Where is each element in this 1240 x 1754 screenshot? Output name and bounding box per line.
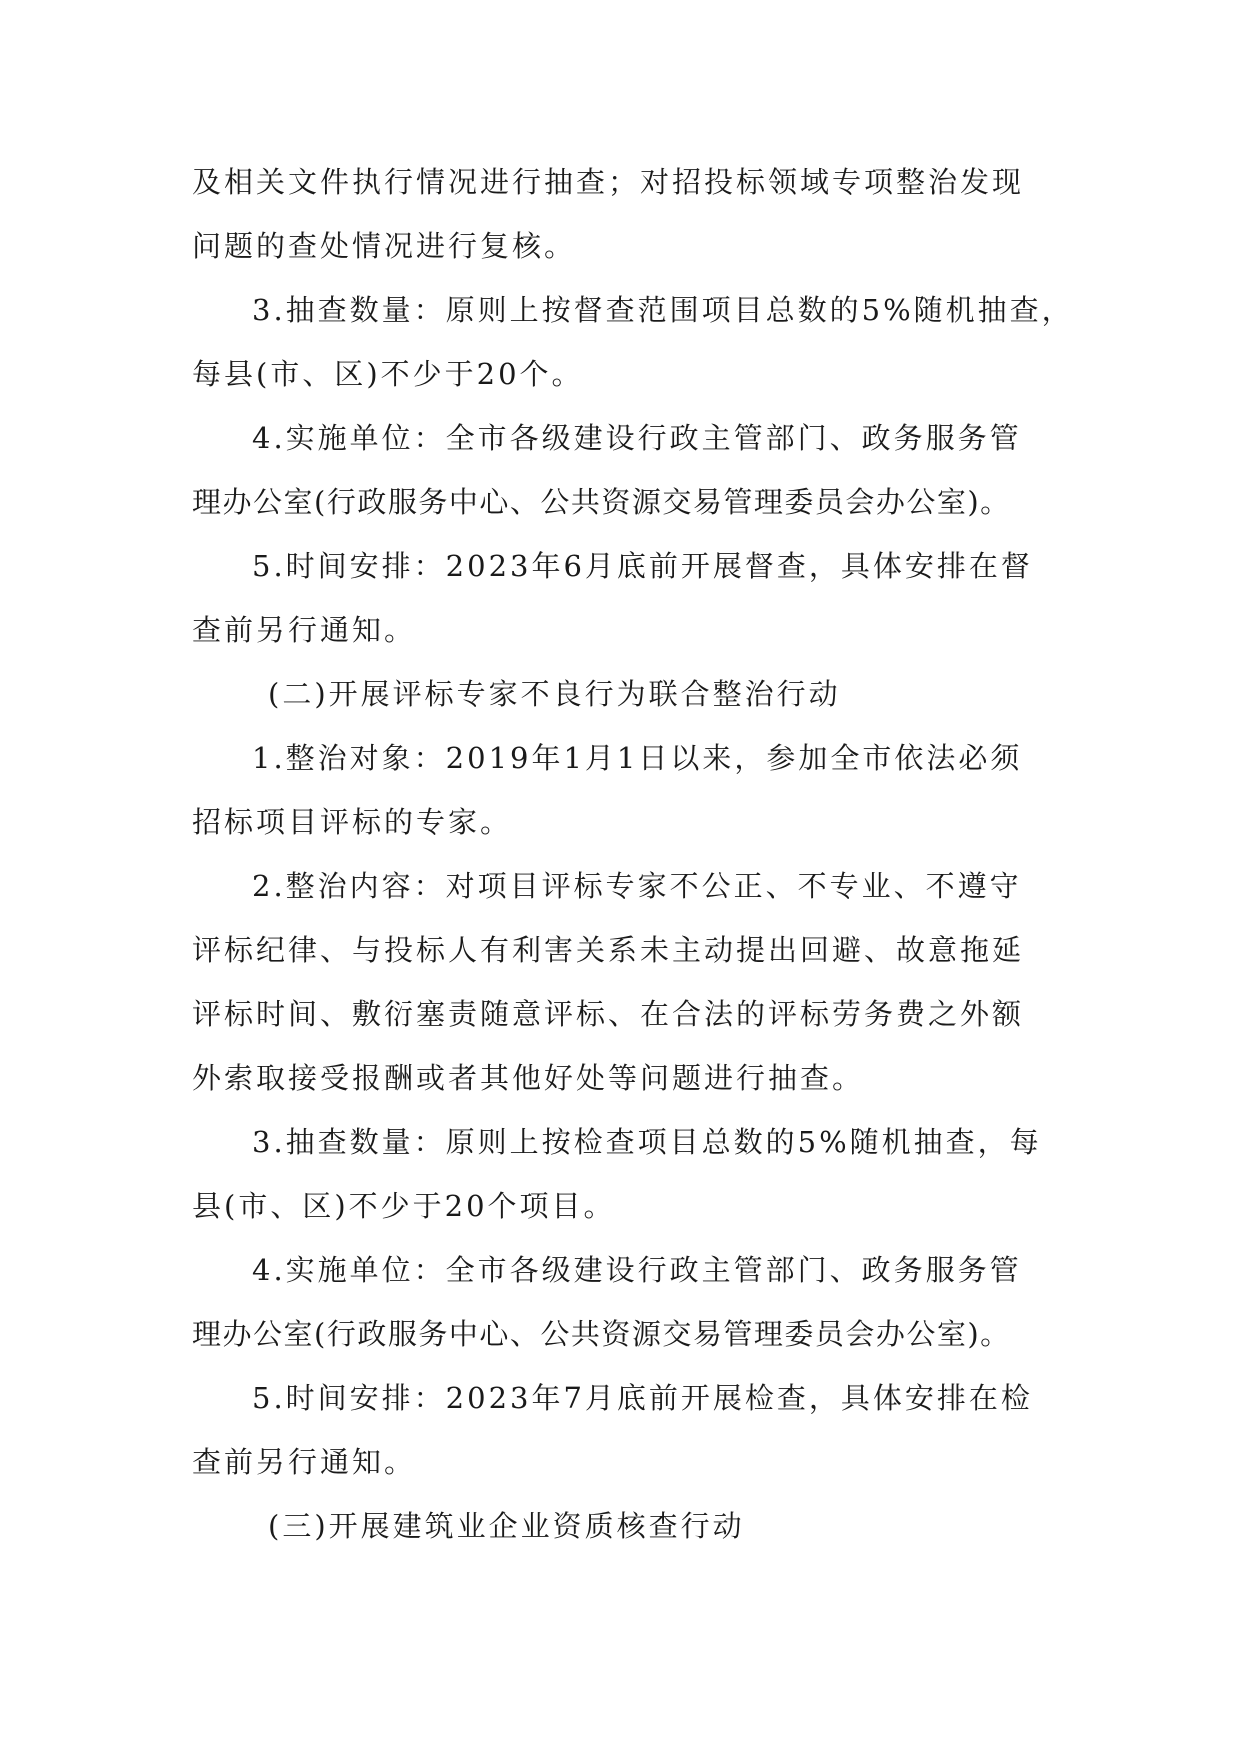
list-item-text: 3.抽查数量：原则上按督查范围项目总数的5%随机抽查， xyxy=(252,293,1074,327)
body-text-line: 每县(市、区)不少于20个。 xyxy=(192,357,584,391)
body-text-line: 理办公室(行政服务中心、公共资源交易管理委员会办公室)。 xyxy=(192,485,1011,519)
body-text-line: 招标项目评标的专家。 xyxy=(192,805,513,839)
list-item-text: 4.实施单位：全市各级建设行政主管部门、政务服务管 xyxy=(252,421,1022,455)
list-item-text: 5.时间安排：2023年6月底前开展督查，具体安排在督 xyxy=(252,549,1033,583)
body-text-line: 评标时间、敷衍塞责随意评标、在合法的评标劳务费之外额 xyxy=(192,997,1025,1031)
body-text-line: 县(市、区)不少于20个项目。 xyxy=(192,1189,616,1223)
body-text-line: 外索取接受报酬或者其他好处等问题进行抽查。 xyxy=(192,1061,865,1095)
list-item-text: 1.整治对象：2019年1月1日以来，参加全市依法必须 xyxy=(252,741,1023,775)
body-text-line: 及相关文件执行情况进行抽查；对招投标领域专项整治发现 xyxy=(192,165,1025,199)
body-text-line: 问题的查处情况进行复核。 xyxy=(192,229,577,263)
list-item-text: 4.实施单位：全市各级建设行政主管部门、政务服务管 xyxy=(252,1253,1022,1287)
section-heading: (三)开展建筑业企业资质核查行动 xyxy=(268,1509,745,1543)
list-item-text: 2.整治内容：对项目评标专家不公正、不专业、不遵守 xyxy=(252,869,1022,903)
body-text-line: 查前另行通知。 xyxy=(192,1445,417,1479)
body-text-line: 评标纪律、与投标人有利害关系未主动提出回避、故意拖延 xyxy=(192,933,1025,967)
list-item-text: 3.抽查数量：原则上按检查项目总数的5%随机抽查，每 xyxy=(252,1125,1042,1159)
body-text-line: 查前另行通知。 xyxy=(192,613,417,647)
body-text-line: 理办公室(行政服务中心、公共资源交易管理委员会办公室)。 xyxy=(192,1317,1011,1351)
section-heading: (二)开展评标专家不良行为联合整治行动 xyxy=(268,677,841,711)
list-item-text: 5.时间安排：2023年7月底前开展检查，具体安排在检 xyxy=(252,1381,1033,1415)
